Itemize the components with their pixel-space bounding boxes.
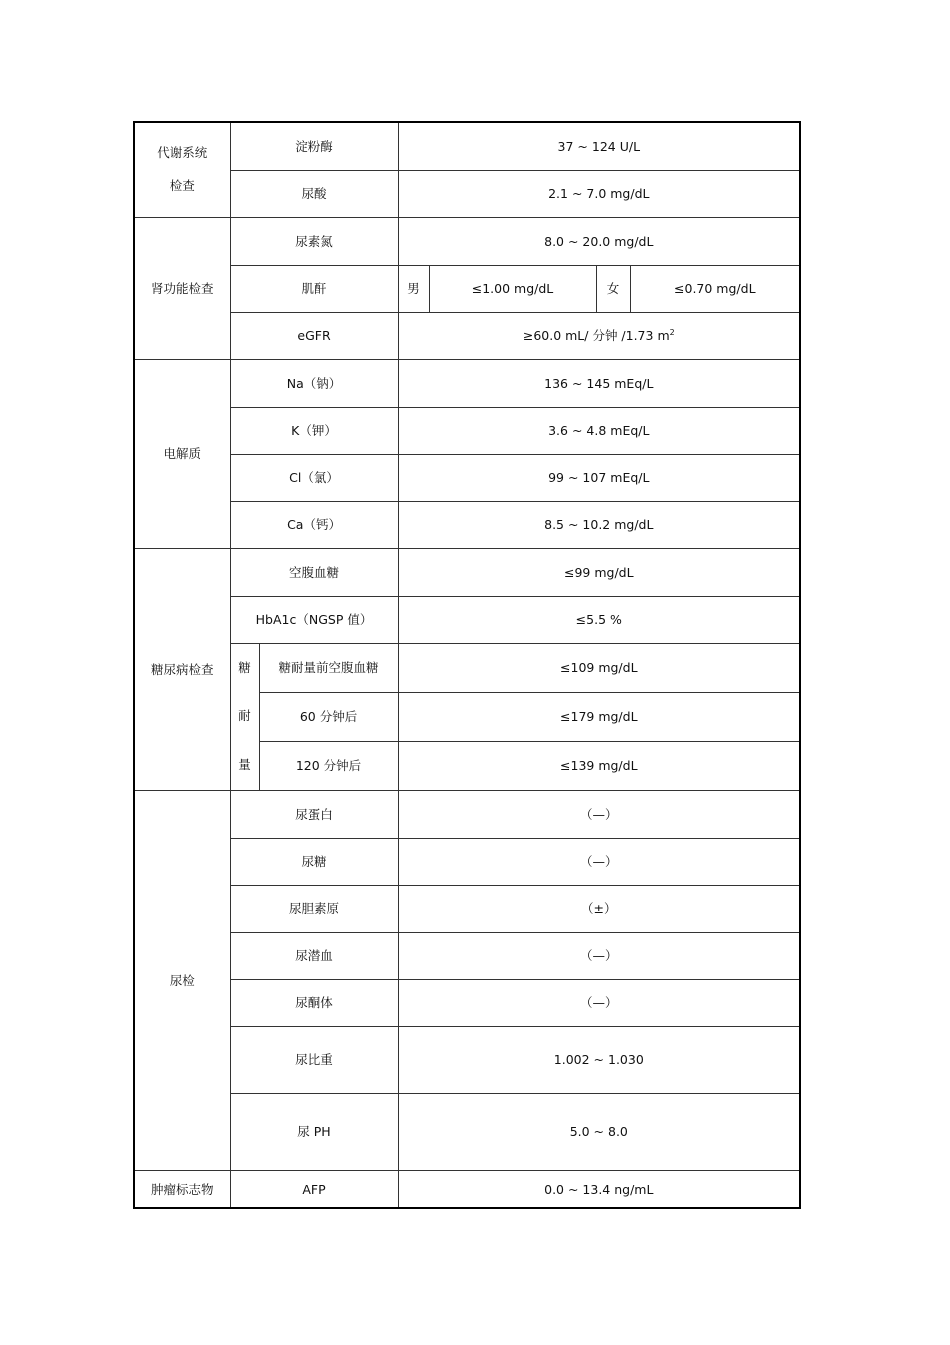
table-row [134, 548, 800, 596]
item-label: Cl（氯） [230, 454, 398, 501]
item-label: HbA1c（NGSP 值） [230, 596, 398, 643]
item-value: ≥60.0 mL/ 分钟 /1.73 $m^2$ [398, 312, 800, 359]
item-value: 3.6 ~ 4.8 mEq/L [398, 407, 800, 454]
category-tumor: 肿瘤标志物 [134, 1170, 230, 1208]
item-label: 120 分钟后 [259, 741, 398, 790]
table-row [134, 1093, 800, 1170]
item-label: 尿糖 [230, 838, 398, 885]
table-row [134, 312, 800, 359]
item-value: （—） [398, 790, 800, 838]
table-row [134, 407, 800, 454]
table-row [134, 885, 800, 932]
item-label: 糖耐量前空腹血糖 [259, 643, 398, 692]
table-row [134, 979, 800, 1026]
item-label: eGFR [230, 312, 398, 359]
item-value: ≤99 mg/dL [398, 548, 800, 596]
sex-female-label: 女 [596, 265, 630, 312]
category-electrolyte: 电解质 [134, 359, 230, 548]
ogtt-label: 糖 耐 量 [230, 643, 259, 790]
item-label: 60 分钟后 [259, 692, 398, 741]
sex-male-label: 男 [398, 265, 429, 312]
item-label: 尿 PH [230, 1093, 398, 1170]
category-urine: 尿检 [134, 790, 230, 1170]
category-diabetes: 糖尿病检查 [134, 548, 230, 790]
reference-range-table [133, 121, 801, 1209]
item-value: （—） [398, 979, 800, 1026]
item-label: 肌酐 [230, 265, 398, 312]
table-row [134, 359, 800, 407]
item-value-female: ≤0.70 mg/dL [630, 265, 800, 312]
table-row [134, 596, 800, 643]
item-label: 尿蛋白 [230, 790, 398, 838]
table-row [134, 790, 800, 838]
category-kidney: 肾功能检查 [134, 217, 230, 359]
item-label: 尿酸 [230, 170, 398, 217]
item-label: K（钾） [230, 407, 398, 454]
item-value: ≤179 mg/dL [398, 692, 800, 741]
item-label: 尿胆素原 [230, 885, 398, 932]
item-value: ≤5.5 % [398, 596, 800, 643]
table-row [134, 1026, 800, 1093]
item-value: （—） [398, 838, 800, 885]
item-value: 136 ~ 145 mEq/L [398, 359, 800, 407]
item-value: 99 ~ 107 mEq/L [398, 454, 800, 501]
item-label: 空腹血糖 [230, 548, 398, 596]
item-value: 37 ~ 124 U/L [398, 122, 800, 170]
item-label: 淀粉酶 [230, 122, 398, 170]
item-label: 尿素氮 [230, 217, 398, 265]
item-value: ≤109 mg/dL [398, 643, 800, 692]
item-label: Na（钠） [230, 359, 398, 407]
item-value: ≤139 mg/dL [398, 741, 800, 790]
table-row [134, 643, 800, 692]
category-metabolic: 代谢系统 检查 [134, 122, 230, 217]
table-row [134, 1170, 800, 1208]
item-label: 尿潜血 [230, 932, 398, 979]
item-value: 0.0 ~ 13.4 ng/mL [398, 1170, 800, 1208]
item-value: 8.5 ~ 10.2 mg/dL [398, 501, 800, 548]
item-value-male: ≤1.00 mg/dL [429, 265, 596, 312]
item-label: 尿比重 [230, 1026, 398, 1093]
table-row [134, 122, 800, 170]
item-label: Ca（钙） [230, 501, 398, 548]
table-row [134, 265, 800, 312]
item-label: 尿酮体 [230, 979, 398, 1026]
item-label: AFP [230, 1170, 398, 1208]
item-value: 5.0 ~ 8.0 [398, 1093, 800, 1170]
table-row [134, 454, 800, 501]
table-row [134, 170, 800, 217]
item-value: 1.002 ~ 1.030 [398, 1026, 800, 1093]
item-value: 2.1 ~ 7.0 mg/dL [398, 170, 800, 217]
table-row [134, 217, 800, 265]
item-value: （±） [398, 885, 800, 932]
item-value: （—） [398, 932, 800, 979]
table-row [134, 501, 800, 548]
table-row [134, 932, 800, 979]
table-row [134, 838, 800, 885]
item-value: 8.0 ~ 20.0 mg/dL [398, 217, 800, 265]
